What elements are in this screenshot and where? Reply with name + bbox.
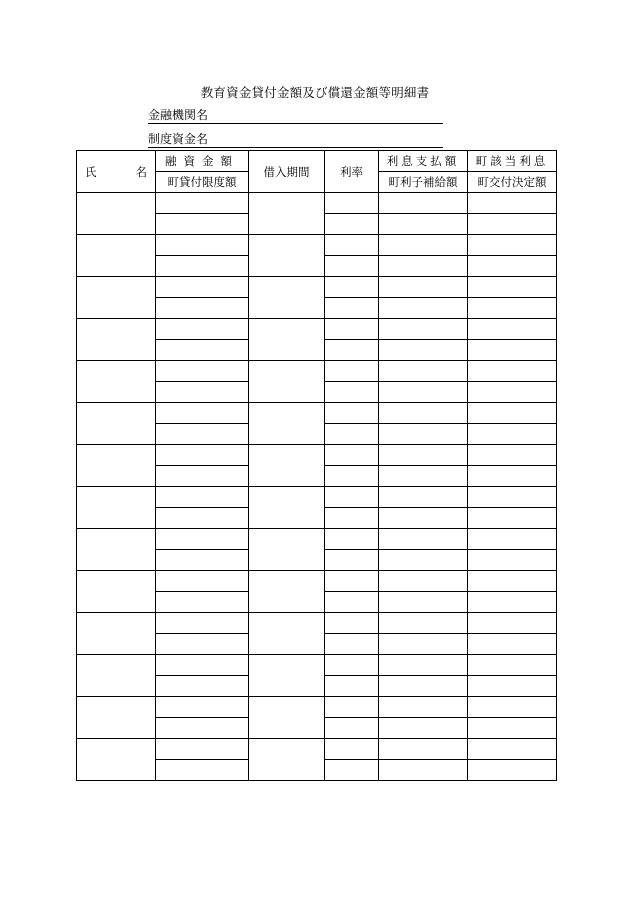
loan-amount-cell[interactable] <box>156 529 249 550</box>
period-cell[interactable] <box>249 235 325 277</box>
period-cell[interactable] <box>249 319 325 361</box>
institution-name-label: 金融機関名 <box>148 108 209 122</box>
name-cell[interactable] <box>77 193 156 235</box>
name-cell[interactable] <box>77 487 156 529</box>
town-grant-cell[interactable] <box>468 718 557 739</box>
period-cell[interactable] <box>249 193 325 235</box>
town-grant-cell[interactable] <box>468 340 557 361</box>
table-row <box>77 655 557 676</box>
town-subsidy-cell[interactable] <box>379 508 468 529</box>
interest-paid-cell[interactable] <box>379 361 468 382</box>
town-limit-cell[interactable] <box>156 676 249 697</box>
town-interest-cell[interactable] <box>468 277 557 298</box>
loan-amount-cell[interactable] <box>156 361 249 382</box>
loan-amount-cell[interactable] <box>156 403 249 424</box>
rate-cell[interactable] <box>325 403 379 424</box>
period-cell[interactable] <box>249 655 325 697</box>
town-interest-cell[interactable] <box>468 655 557 676</box>
period-header: 借入期間 <box>249 151 325 193</box>
rate-cell[interactable] <box>325 466 379 487</box>
rate-cell[interactable] <box>325 256 379 277</box>
town-limit-cell[interactable] <box>156 718 249 739</box>
loan-amount-cell[interactable] <box>156 193 249 214</box>
loan-amount-cell[interactable] <box>156 739 249 760</box>
rate-cell[interactable] <box>325 529 379 550</box>
name-cell[interactable] <box>77 445 156 487</box>
rate-cell[interactable] <box>325 613 379 634</box>
rate-cell[interactable] <box>325 340 379 361</box>
interest-paid-cell[interactable] <box>379 613 468 634</box>
institution-name-field[interactable] <box>148 107 443 124</box>
loan-amount-cell[interactable] <box>156 613 249 634</box>
loan-amount-cell[interactable] <box>156 277 249 298</box>
town-grant-cell[interactable] <box>468 676 557 697</box>
rate-cell[interactable] <box>325 487 379 508</box>
town-interest-cell[interactable] <box>468 571 557 592</box>
rate-cell[interactable] <box>325 445 379 466</box>
table-row <box>77 571 557 592</box>
town-grant-cell[interactable] <box>468 214 557 235</box>
interest-paid-cell[interactable] <box>379 655 468 676</box>
town-grant-cell[interactable] <box>468 508 557 529</box>
table-row <box>77 193 557 214</box>
interest-paid-cell[interactable] <box>379 529 468 550</box>
rate-cell[interactable] <box>325 718 379 739</box>
rate-cell[interactable] <box>325 214 379 235</box>
town-grant-cell[interactable] <box>468 592 557 613</box>
town-limit-cell[interactable] <box>156 214 249 235</box>
town-subsidy-cell[interactable] <box>379 424 468 445</box>
name-cell[interactable] <box>77 571 156 613</box>
name-header <box>77 151 156 193</box>
rate-cell[interactable] <box>325 571 379 592</box>
rate-cell[interactable] <box>325 655 379 676</box>
town-subsidy-cell[interactable] <box>379 256 468 277</box>
loan-amount-cell[interactable] <box>156 319 249 340</box>
town-limit-cell[interactable] <box>156 424 249 445</box>
table-row <box>77 613 557 634</box>
name-header-left: 氏 <box>85 164 97 179</box>
name-cell[interactable] <box>77 739 156 781</box>
town-grant-cell[interactable] <box>468 256 557 277</box>
name-cell[interactable] <box>77 403 156 445</box>
name-cell[interactable] <box>77 529 156 571</box>
loan-amount-cell[interactable] <box>156 235 249 256</box>
loan-amount-cell[interactable] <box>156 445 249 466</box>
name-cell[interactable] <box>77 655 156 697</box>
name-cell[interactable] <box>77 697 156 739</box>
table-row <box>77 445 557 466</box>
town-subsidy-header: 町利子補給額 <box>379 172 468 193</box>
period-cell[interactable] <box>249 697 325 739</box>
town-grant-cell[interactable] <box>468 382 557 403</box>
loan-amount-cell[interactable] <box>156 697 249 718</box>
interest-paid-cell[interactable] <box>379 319 468 340</box>
town-interest-cell[interactable] <box>468 613 557 634</box>
town-interest-header: 町該当利息 <box>468 151 557 172</box>
town-grant-cell[interactable] <box>468 298 557 319</box>
town-interest-cell[interactable] <box>468 403 557 424</box>
table-row <box>77 277 557 298</box>
town-limit-cell[interactable] <box>156 382 249 403</box>
rate-cell[interactable] <box>325 508 379 529</box>
table-row <box>77 403 557 424</box>
period-cell[interactable] <box>249 487 325 529</box>
name-cell[interactable] <box>77 235 156 277</box>
name-cell[interactable] <box>77 277 156 319</box>
town-subsidy-cell[interactable] <box>379 760 468 781</box>
interest-paid-cell[interactable] <box>379 445 468 466</box>
table-row <box>77 487 557 508</box>
table-row <box>77 697 557 718</box>
name-cell[interactable] <box>77 319 156 361</box>
town-interest-cell[interactable] <box>468 193 557 214</box>
interest-paid-cell[interactable] <box>379 193 468 214</box>
table-row <box>77 739 557 760</box>
town-limit-cell[interactable] <box>156 634 249 655</box>
rate-cell[interactable] <box>325 298 379 319</box>
town-limit-cell[interactable] <box>156 466 249 487</box>
town-interest-cell[interactable] <box>468 361 557 382</box>
rate-cell[interactable] <box>325 697 379 718</box>
interest-paid-cell[interactable] <box>379 487 468 508</box>
name-cell[interactable] <box>77 613 156 655</box>
loan-amount-cell[interactable] <box>156 655 249 676</box>
town-limit-cell[interactable] <box>156 508 249 529</box>
fund-name-label: 制度資金名 <box>148 132 209 146</box>
rate-cell[interactable] <box>325 382 379 403</box>
town-limit-cell[interactable] <box>156 760 249 781</box>
interest-paid-cell[interactable] <box>379 403 468 424</box>
town-subsidy-cell[interactable] <box>379 466 468 487</box>
rate-cell[interactable] <box>325 319 379 340</box>
rate-cell[interactable] <box>325 634 379 655</box>
document-title: 教育資金貸付金額及び償還金額等明細書 <box>200 85 430 100</box>
town-interest-cell[interactable] <box>468 319 557 340</box>
period-cell[interactable] <box>249 277 325 319</box>
name-cell[interactable] <box>77 361 156 403</box>
town-subsidy-cell[interactable] <box>379 676 468 697</box>
town-interest-cell[interactable] <box>468 697 557 718</box>
period-cell[interactable] <box>249 361 325 403</box>
interest-paid-cell[interactable] <box>379 235 468 256</box>
town-interest-cell[interactable] <box>468 487 557 508</box>
loan-amount-cell[interactable] <box>156 487 249 508</box>
rate-header: 利率 <box>325 151 379 193</box>
town-interest-cell[interactable] <box>468 445 557 466</box>
town-limit-header: 町貸付限度額 <box>156 172 249 193</box>
town-subsidy-cell[interactable] <box>379 298 468 319</box>
town-subsidy-cell[interactable] <box>379 382 468 403</box>
detail-table <box>76 150 557 781</box>
interest-paid-header: 利息支払額 <box>379 151 468 172</box>
loan-amount-cell[interactable] <box>156 571 249 592</box>
rate-cell[interactable] <box>325 193 379 214</box>
fund-name-field[interactable] <box>148 131 443 148</box>
town-subsidy-cell[interactable] <box>379 718 468 739</box>
town-limit-cell[interactable] <box>156 550 249 571</box>
table-row <box>77 235 557 256</box>
town-grant-cell[interactable] <box>468 760 557 781</box>
rate-cell[interactable] <box>325 235 379 256</box>
town-interest-cell[interactable] <box>468 739 557 760</box>
interest-paid-cell[interactable] <box>379 697 468 718</box>
town-subsidy-cell[interactable] <box>379 592 468 613</box>
town-limit-cell[interactable] <box>156 592 249 613</box>
town-subsidy-cell[interactable] <box>379 634 468 655</box>
interest-paid-cell[interactable] <box>379 571 468 592</box>
town-grant-cell[interactable] <box>468 550 557 571</box>
name-header-right: 名 <box>135 164 147 179</box>
table-row <box>77 529 557 550</box>
interest-paid-cell[interactable] <box>379 277 468 298</box>
period-cell[interactable] <box>249 613 325 655</box>
town-subsidy-cell[interactable] <box>379 214 468 235</box>
town-limit-cell[interactable] <box>156 298 249 319</box>
rate-cell[interactable] <box>325 739 379 760</box>
rate-cell[interactable] <box>325 550 379 571</box>
table-row <box>77 361 557 382</box>
rate-cell[interactable] <box>325 277 379 298</box>
period-cell[interactable] <box>249 445 325 487</box>
rate-cell[interactable] <box>325 424 379 445</box>
town-limit-cell[interactable] <box>156 340 249 361</box>
town-interest-cell[interactable] <box>468 235 557 256</box>
town-grant-cell[interactable] <box>468 466 557 487</box>
period-cell[interactable] <box>249 403 325 445</box>
town-interest-cell[interactable] <box>468 529 557 550</box>
period-cell[interactable] <box>249 529 325 571</box>
interest-paid-cell[interactable] <box>379 739 468 760</box>
period-cell[interactable] <box>249 739 325 781</box>
town-grant-header: 町交付決定額 <box>468 172 557 193</box>
period-cell[interactable] <box>249 571 325 613</box>
rate-cell[interactable] <box>325 592 379 613</box>
town-grant-cell[interactable] <box>468 634 557 655</box>
rate-cell[interactable] <box>325 760 379 781</box>
town-subsidy-cell[interactable] <box>379 340 468 361</box>
rate-cell[interactable] <box>325 676 379 697</box>
town-grant-cell[interactable] <box>468 424 557 445</box>
town-limit-cell[interactable] <box>156 256 249 277</box>
town-subsidy-cell[interactable] <box>379 550 468 571</box>
rate-cell[interactable] <box>325 361 379 382</box>
loan-amount-header: 融資金額 <box>156 151 249 172</box>
table-row <box>77 319 557 340</box>
